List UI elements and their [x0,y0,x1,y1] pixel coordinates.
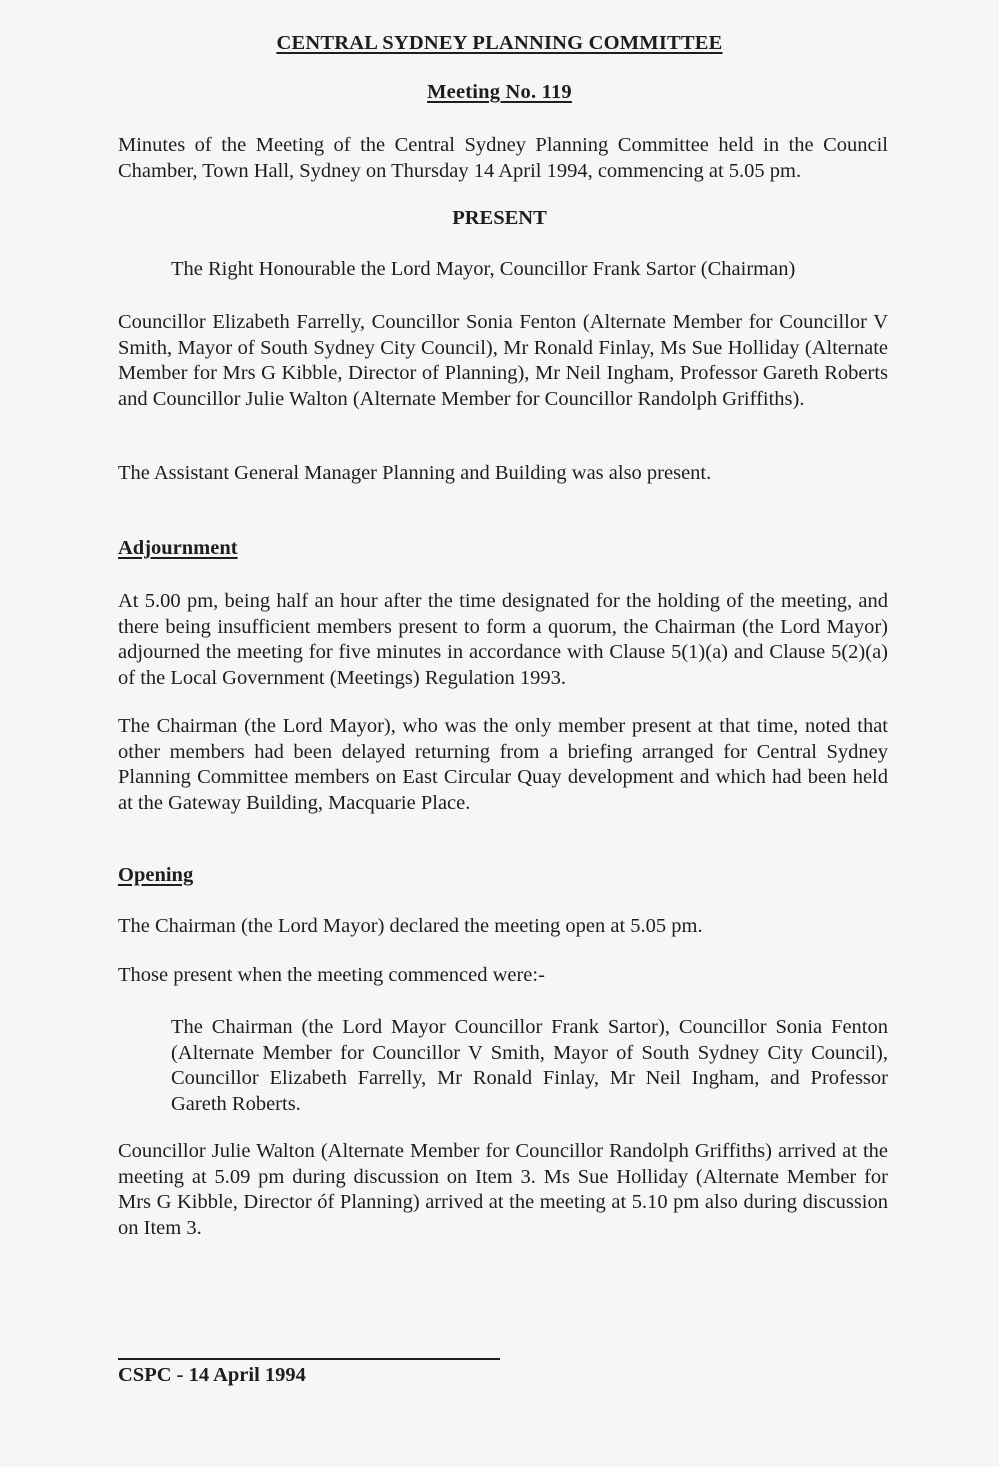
footer-rule [118,1358,500,1360]
chairman-line: The Right Honourable the Lord Mayor, Councillor Frank Sartor (Chairman) [171,258,796,280]
adjournment-heading: Adjournment [118,537,238,559]
members-paragraph: Councillor Elizabeth Farrelly, Councillor Sonia Fenton (Alternate Member for Councillor V Smith, Mayor of South Sydney City Council), Mr Ronald Finlay, Ms Sue Holliday (Alternate Member for Mrs G Kibble, Director of Planning), Mr Neil Ingham, Professor Gareth Roberts and Councillor Julie Walton (Alternate Member for Councillor Randolph Griffiths). [118,311,888,411]
attendees-paragraph: The Chairman (the Lord Mayor Councillor Frank Sartor), Councillor Sonia Fenton (Alternate Member for Councillor V Smith, Mayor of South Sydney City Council), Councillor Elizabeth Farrelly, Mr Ronald Finlay, Mr Neil Ingham, and Professor Gareth Roberts. [171,1016,888,1116]
adjournment-paragraph-2: The Chairman (the Lord Mayor), who was the only member present at that time, noted that other members had been delayed returning from a briefing arranged for Central Sydney Planning Committee members on East Circular Quay development and which had been held at the Gateway Building, Macquarie Place. [118,715,888,815]
document-title: CENTRAL SYDNEY PLANNING COMMITTEE [276,32,723,54]
intro-paragraph: Minutes of the Meeting of the Central Sydney Planning Committee held in the Council Chamber, Town Hall, Sydney on Thursday 14 April 1994, commencing at 5.05 pm. [118,134,888,182]
adjournment-paragraph-1: At 5.00 pm, being half an hour after the time designated for the holding of the meeting, and there being insufficient members present to form a quorum, the Chairman (the Lord Mayor) adjourned the meeting for five minutes in accordance with Clause 5(1)(a) and Clause 5(2)(a) of the Local Government (Meetings) Regulation 1993. [118,590,888,690]
meeting-number: Meeting No. 119 [427,81,572,103]
opening-paragraph-1: The Chairman (the Lord Mayor) declared the meeting open at 5.05 pm. [118,915,703,937]
present-heading: PRESENT [452,207,547,229]
footer-text: CSPC - 14 April 1994 [118,1364,306,1386]
opening-paragraph-2: Those present when the meeting commenced were:- [118,964,545,986]
opening-heading: Opening [118,864,194,886]
late-arrivals-paragraph: Councillor Julie Walton (Alternate Member for Councillor Randolph Griffiths) arrived at the meeting at 5.09 pm during discussion on Item 3. Ms Sue Holliday (Alternate Member for Mrs G Kibble, Director óf Planning) arrived at the meeting at 5.10 pm also during discussion on Item 3. [118,1140,888,1240]
also-present-line: The Assistant General Manager Planning and Building was also present. [118,462,712,484]
